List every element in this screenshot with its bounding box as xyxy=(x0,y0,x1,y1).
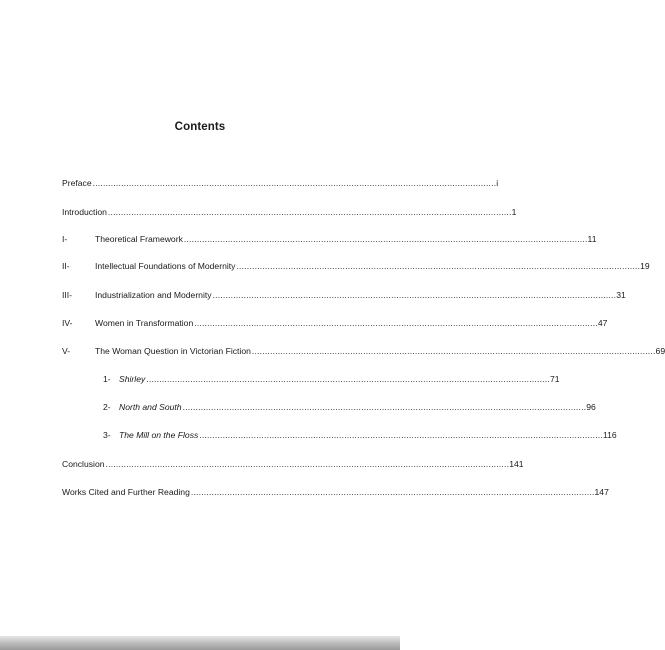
toc-entry-introduction xyxy=(0,205,517,219)
toc-entry-label: Introduction xyxy=(62,207,107,217)
toc-entry-label: Shirley xyxy=(119,374,146,384)
toc-entry-label: Industrialization and Modernity xyxy=(95,290,212,300)
toc-entry-number: 3- xyxy=(103,430,111,440)
toc-entry-page: 1 xyxy=(511,207,517,217)
toc-leader-dots: ............................................................................................................................................................ xyxy=(194,318,598,328)
toc-entry-label: The Woman Question in Victorian Fiction xyxy=(95,346,251,356)
toc-entry-preface xyxy=(0,176,499,190)
toc-entry-label: Preface xyxy=(62,178,92,188)
toc-entry-chapter-1 xyxy=(0,232,597,246)
toc-entry-label: Women in Transformation xyxy=(95,318,194,328)
toc-entry-number: IV- xyxy=(62,318,73,328)
toc-entry-subsection-3 xyxy=(0,428,617,442)
toc-entry-number: 2- xyxy=(103,402,111,412)
page-edge-shadow xyxy=(0,636,400,650)
toc-entry-number: III- xyxy=(62,290,73,300)
toc-entry-page: 11 xyxy=(587,234,597,244)
toc-leader-dots: ............................................................................................................................................................ xyxy=(146,374,550,384)
toc-entry-chapter-3 xyxy=(0,288,626,302)
toc-leader-dots: ............................................................................................................................................................ xyxy=(182,402,587,412)
page-title: Contents xyxy=(174,121,226,133)
toc-entry-label: The Mill on the Floss xyxy=(119,430,199,440)
toc-entry-chapter-5 xyxy=(0,344,665,358)
toc-entry-label: North and South xyxy=(119,402,182,412)
toc-entry-page: 71 xyxy=(549,374,560,384)
toc-entry-number: II- xyxy=(62,261,70,271)
toc-entry-subsection-2 xyxy=(0,400,596,414)
toc-entry-chapter-2 xyxy=(0,259,650,273)
toc-entry-works-cited xyxy=(0,485,609,499)
toc-entry-label: Theoretical Framework xyxy=(95,234,183,244)
toc-entry-chapter-4 xyxy=(0,316,608,330)
toc-leader-dots: ............................................................................................................................................................ xyxy=(92,178,497,188)
toc-entry-number: 1- xyxy=(103,374,111,384)
toc-entry-page: 69 xyxy=(655,346,665,356)
toc-entry-conclusion xyxy=(0,457,524,471)
toc-entry-page: 141 xyxy=(509,459,524,469)
toc-entry-label: Conclusion xyxy=(62,459,105,469)
toc-entry-page: 96 xyxy=(586,402,596,412)
toc-entry-page: 116 xyxy=(602,430,617,440)
toc-entry-number: I- xyxy=(62,234,68,244)
toc-entry-page: 47 xyxy=(597,318,608,328)
toc-leader-dots: ............................................................................................................................................................ xyxy=(236,261,641,271)
toc-entry-label: Intellectual Foundations of Modernity xyxy=(95,261,236,271)
toc-leader-dots: ............................................................................................................................................................ xyxy=(107,207,512,217)
toc-entry-label: Works Cited and Further Reading xyxy=(62,487,190,497)
toc-leader-dots: ............................................................................................................................................................ xyxy=(105,459,510,469)
toc-entry-page: i xyxy=(496,178,499,188)
toc-entry-page: 147 xyxy=(594,487,609,497)
toc-entry-page: 19 xyxy=(640,261,650,271)
toc-leader-dots: ............................................................................................................................................................ xyxy=(183,234,588,244)
toc-leader-dots: ............................................................................................................................................................ xyxy=(212,290,617,300)
toc-leader-dots: ............................................................................................................................................................ xyxy=(190,487,595,497)
toc-entry-page: 31 xyxy=(616,290,626,300)
toc-leader-dots: ............................................................................................................................................................ xyxy=(251,346,656,356)
toc-leader-dots: ............................................................................................................................................................ xyxy=(199,430,603,440)
toc-entry-subsection-1 xyxy=(0,372,560,386)
toc-entry-number: V- xyxy=(62,346,71,356)
